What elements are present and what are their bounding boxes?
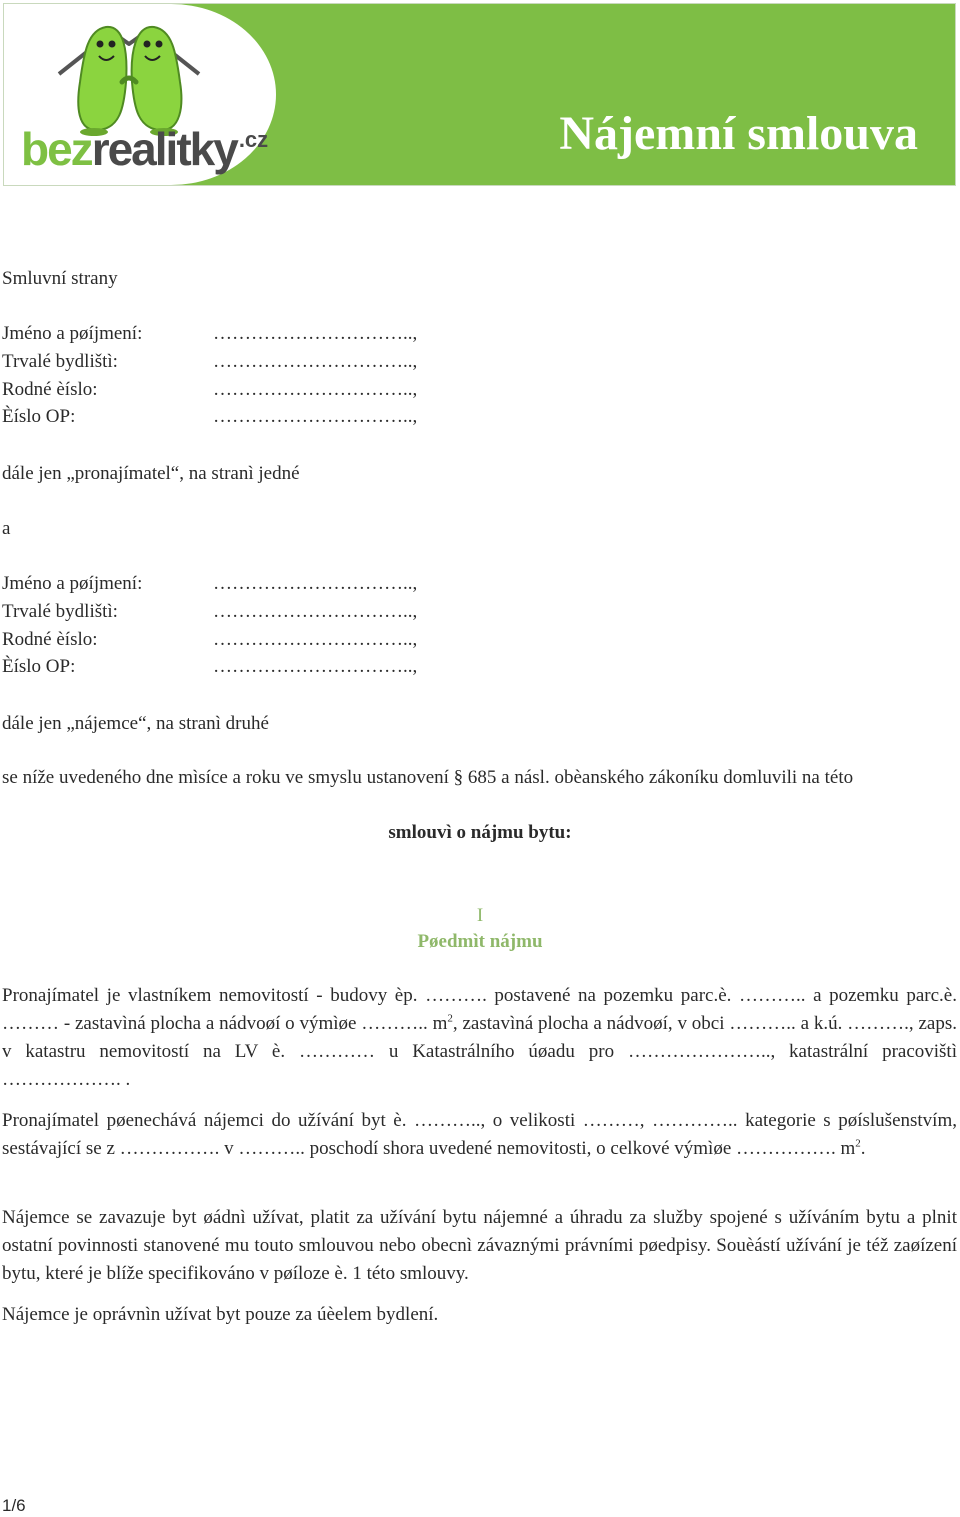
- party1-birthno-label: Rodné èíslo:: [2, 379, 98, 400]
- logo-area: [4, 4, 276, 185]
- subject-paragraph-4: Nájemce je oprávnìn užívat byt pouze za úèelem bydlení.: [2, 1304, 439, 1325]
- intro-paragraph: se níže uvedeného dne mìsíce a roku ve smyslu ustanovení § 685 a násl. obèanského zákoníku domluvili na této: [2, 767, 854, 788]
- party2-address-value: …………………………..,: [213, 601, 418, 622]
- subject-paragraph-2: Pronajímatel pøenechává nájemci do užívání byt è. ……….., o velikosti ………, ………….. kategorie s pøíslušenstvím, sestávající se z ……………. v ……….. poschodí shora uvedené nemovitosti, o celkové výmìøe ……………. $m^2$.: [2, 1110, 957, 1159]
- party2-id-value: …………………………..,: [213, 656, 418, 677]
- party1-address-value: …………………………..,: [213, 351, 418, 372]
- document-header: [3, 3, 956, 186]
- party2-id-label: Èíslo OP:: [2, 656, 76, 677]
- party2-role: dále jen „nájemce“, na stranì druhé: [2, 713, 269, 734]
- party1-role: dále jen „pronajímatel“, na stranì jedné: [2, 463, 300, 484]
- party2-birthno-value: …………………………..,: [213, 629, 418, 650]
- party1-address-label: Trvalé bydlištì:: [2, 351, 118, 372]
- document-title: Nájemní smlouva: [559, 107, 918, 160]
- parties-heading: Smluvní strany: [2, 268, 118, 289]
- party1-name-label: Jméno a pøíjmení:: [2, 323, 143, 344]
- party1-id-value: …………………………..,: [213, 406, 418, 427]
- mascots-logo-icon: [44, 12, 214, 137]
- party1-birthno-value: …………………………..,: [213, 379, 418, 400]
- contract-name: smlouvì o nájmu bytu:: [388, 822, 572, 843]
- section-title: Pøedmìt nájmu: [417, 931, 543, 952]
- subject-paragraph-1: Pronajímatel je vlastníkem nemovitostí - budovy èp. ………. postavené na pozemku parc.è. ……….. a pozemku parc.è. ……… - zastavìná plocha a nádvoøí o výmìøe ……….. $m^2$, zastavìná plocha a nádvoøí, v obci ……….. a k.ú. ………., zaps. v katastru nemovitostí na LV è. ………… u Katastrálního úøadu pro ………………….., katastrální pracovištì ………………. .: [2, 985, 957, 1090]
- party2-name-value: …………………………..,: [213, 573, 418, 594]
- page-number: 1/6: [2, 1496, 26, 1515]
- party2-address-label: Trvalé bydlištì:: [2, 601, 118, 622]
- section-number: I: [476, 905, 484, 926]
- and-separator: a: [2, 518, 11, 539]
- party2-name-label: Jméno a pøíjmení:: [2, 573, 143, 594]
- party1-name-value: …………………………..,: [213, 323, 418, 344]
- party1-id-label: Èíslo OP:: [2, 406, 76, 427]
- subject-paragraph-3: Nájemce se zavazuje byt øádnì užívat, platit za užívání bytu nájemné a úhradu za služby spojené s užíváním bytu a plnit ostatní povinnosti stanovené mu touto smlouvou nebo obecnì závaznými právními pøedpisy. Souèástí užívání je též zaøízení bytu, které je blíže specifikováno v pøíloze è. 1 této smlouvy.: [2, 1207, 957, 1284]
- brand-logo: bezrealitky$^{.cz}$: [21, 123, 269, 175]
- party2-birthno-label: Rodné èíslo:: [2, 629, 98, 650]
